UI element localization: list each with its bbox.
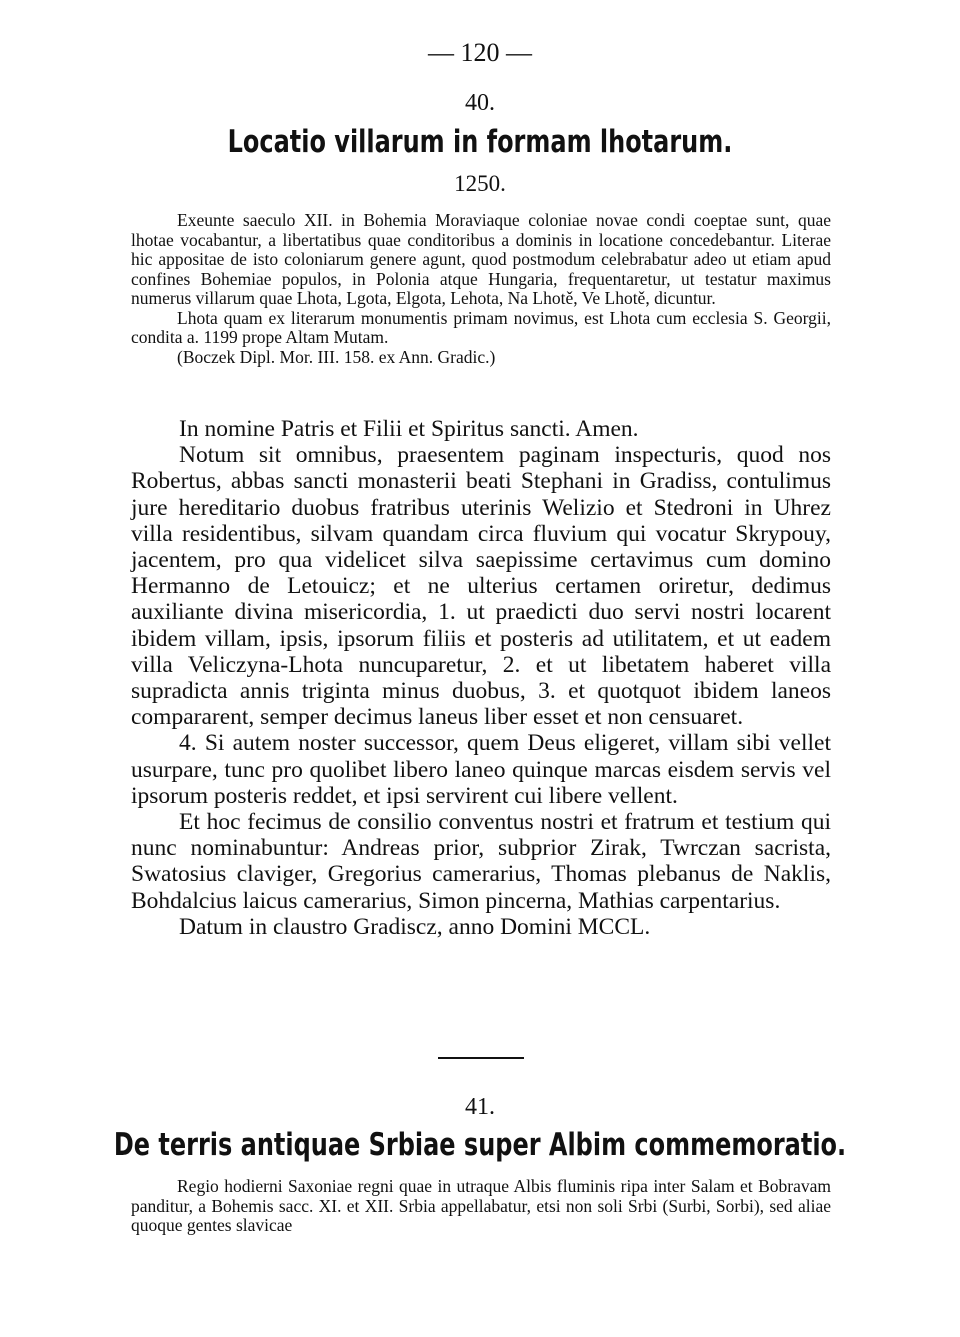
invocation: In nomine Patris et Filii et Spiritus sancti. Amen.: [179, 416, 639, 442]
document-title-40: Locatio villarum in formam lhotarum.: [227, 124, 733, 160]
intro-paragraph-41: Regio hodierni Saxoniae regni quae in utraque Albis fluminis ripa inter Salam et Bobravam panditur, a Bohemis sacc. XI. et XII. Srbia appellabatur, etsi non soli Srbi (Surbi, Sorbi), sed aliae quoque gentes slavicae: [131, 1176, 831, 1235]
section-divider: [438, 1057, 524, 1059]
document-number-40: 40.: [465, 90, 495, 116]
charter-paragraph-3: Et hoc fecimus de consilio conventus nostri et fratrum et testium qui nunc nominabuntur: Andreas prior, subprior Zirak, Twrczan sacrista, Swatosius claviger, Gregorius camerarius, Thomas plebanus de Naklis, Bohdalcius laicus camerarius, Simon pincerna, Mathias carpentarius.: [131, 809, 831, 914]
charter-text: [131, 416, 831, 940]
intro-paragraph-2: Lhota quam ex literarum monumentis primam novimus, est Lhota cum ecclesia S. Georgii, condita a. 1199 prope Altam Mutam.: [131, 307, 831, 347]
charter-paragraph-2: 4. Si autem noster successor, quem Deus eligeret, villam sibi vellet usurpare, tunc pro quolibet libero laneo quinque marcas eisdem servis vel ipsorum posteris reddet, et ipsi servirent cui libere vellent.: [131, 730, 831, 809]
source-citation: (Boczek Dipl. Mor. III. 158. ex Ann. Gradic.): [177, 346, 496, 367]
charter-paragraph-1: Notum sit omnibus, praesentem paginam inspecturis, quod nos Robertus, abbas sancti monasterii beati Stephani in Gradiss, contulimus jure hereditario duobus fratribus uterinis Welizio et Stedroni in Uhrez villa residentibus, silvam quandam circa fluvium qui vocatur Skrypouy, jacentem, pro qua videlicet silva saepissime certavimus cum domino Hermanno de Letouicz; et ne ulterius certamen oriretur, dedimus auxiliante divina misericordia, 1. ut praedicti duo servi nostri locarent ibidem villam, ipsis, ipsorum filiis et posteris ad utilitatem, et ut eadem villa Veliczyna-Lhota nuncuparetur, 2. et ut libetatem haberet villa supradicta annis triginta minus duobus, 3. et quotquot ibidem laneos compararent, semper decimus laneus liber esset et non censuaret.: [131, 442, 831, 731]
page-number: — 120 —: [428, 38, 532, 67]
document-title-41: De terris antiquae Srbiae super Albim commemoratio.: [113, 1127, 847, 1163]
editorial-introduction: [131, 211, 831, 367]
document-number-41: 41.: [465, 1094, 495, 1120]
document-date: 1250.: [454, 171, 506, 196]
document-41-introduction: [131, 1177, 831, 1236]
dating-clause: Datum in claustro Gradiscz, anno Domini MCCL.: [179, 913, 651, 940]
intro-paragraph-1: Exeunte saeculo XII. in Bohemia Moraviaque coloniae novae condi coeptae sunt, quae lhotae vocabantur, a libertatibus quae conditoribus a dominis in locatione concedebantur. Literae hic appositae de isto coloniarum genere agunt, quod postmodum celebrabatur adeo ut etiam apud confines Bohemiae populos, in Polonia atque Hungaria, frequentaretur, ut testatur maximus numerus villarum quae Lhota, Lgota, Elgota, Lehota, Na Lhotě, Ve Lhotě, dicuntur.: [131, 210, 831, 308]
